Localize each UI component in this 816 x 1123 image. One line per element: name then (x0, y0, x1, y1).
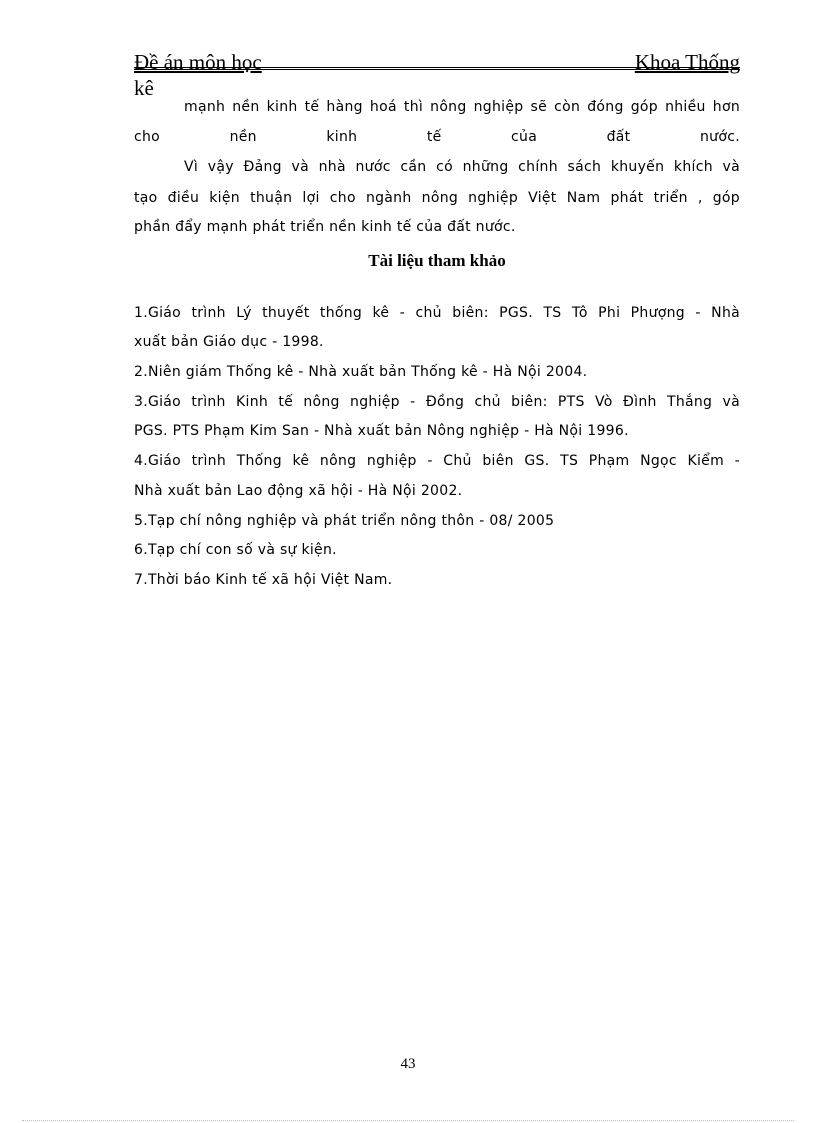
reference-line (134, 483, 740, 499)
text-line: 2.Niên giám Thống kê - Nhà xuất bản Thống kê - Hà Nội 2004. (134, 364, 588, 380)
text-line: 4.Giáo trình Thống kê nông nghiệp - Chủ biên GS. TS Phạm Ngọc Kiểm - (134, 453, 740, 469)
text-line: tạo điều kiện thuận lợi cho ngành nông nghiệp Việt Nam phát triển , góp (134, 190, 740, 206)
reference-line (134, 334, 740, 350)
word: tế (426, 129, 442, 145)
header-rule (134, 67, 740, 70)
header-faculty-continuation: kê (134, 76, 154, 100)
text-line: 6.Tạp chí con số và sự kiện. (134, 542, 337, 558)
references-title: Tài liệu tham khảo (368, 251, 506, 270)
header-faculty: Khoa Thống (634, 50, 740, 74)
text-line: Nhà xuất bản Lao động xã hội - Hà Nội 2002. (134, 483, 463, 499)
reference-line (134, 542, 740, 558)
text-line: 1.Giáo trình Lý thuyết thống kê - chủ biên: PGS. TS Tô Phi Phượng - Nhà (134, 305, 740, 321)
paragraph-line (134, 190, 740, 206)
word: nền (229, 129, 257, 145)
word: của (511, 129, 538, 145)
word: nước. (699, 129, 740, 145)
page-header (134, 50, 740, 74)
reference-line (134, 572, 740, 588)
text-line: 7.Thời báo Kinh tế xã hội Việt Nam. (134, 572, 393, 588)
reference-line (134, 513, 740, 529)
text-line: mạnh nền kinh tế hàng hoá thì nông nghiệp sẽ còn đóng góp nhiều hơn (184, 99, 740, 115)
text-line: 5.Tạp chí nông nghiệp và phát triển nông thôn - 08/ 2005 (134, 513, 555, 529)
page-bottom-border (22, 1120, 794, 1121)
reference-line (134, 394, 740, 410)
word: đất (606, 129, 631, 145)
word: cho (134, 129, 161, 145)
paragraph-line (134, 159, 740, 175)
reference-line (134, 305, 740, 321)
page-number: 43 (400, 1056, 416, 1072)
reference-line (134, 423, 740, 439)
paragraph-line-justified (134, 129, 740, 145)
text-line: Vì vậy Đảng và nhà nước cần có những chính sách khuyến khích và (184, 159, 740, 175)
header-course-title: Đề án môn học (134, 50, 262, 74)
paragraph-line (134, 219, 740, 235)
reference-line (134, 453, 740, 469)
reference-line (134, 364, 740, 380)
text-line: 3.Giáo trình Kinh tế nông nghiệp - Đồng chủ biên: PTS Vò Đình Thắng và (134, 394, 740, 410)
word: kinh (326, 129, 358, 145)
paragraph-line (134, 99, 740, 115)
text-line: phần đẩy mạnh phát triển nền kinh tế của đất nước. (134, 219, 516, 235)
text-line: xuất bản Giáo dục - 1998. (134, 334, 324, 350)
text-line: PGS. PTS Phạm Kim San - Nhà xuất bản Nông nghiệp - Hà Nội 1996. (134, 423, 629, 439)
